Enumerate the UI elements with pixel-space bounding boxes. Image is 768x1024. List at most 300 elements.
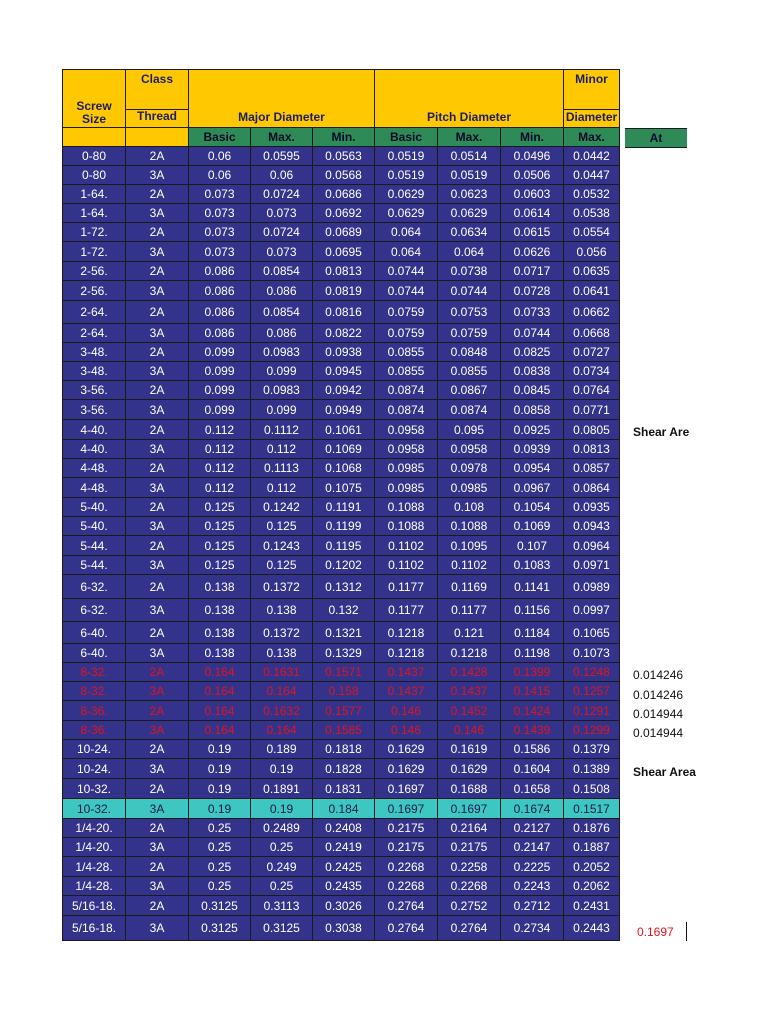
table-cell[interactable]: 0.0985 bbox=[375, 478, 438, 498]
table-cell[interactable]: 0.2435 bbox=[313, 877, 375, 896]
table-cell[interactable]: 0.0858 bbox=[501, 400, 564, 420]
table-cell[interactable]: 0.1242 bbox=[251, 498, 313, 517]
table-cell[interactable]: 0.1428 bbox=[438, 663, 501, 682]
table-cell[interactable]: 0.0958 bbox=[438, 440, 501, 459]
table-cell[interactable]: 8-32. bbox=[63, 663, 126, 682]
table-cell[interactable]: 0.0519 bbox=[375, 147, 438, 166]
table-cell[interactable]: 0.1141 bbox=[501, 575, 564, 599]
table-cell[interactable]: 0.073 bbox=[251, 204, 313, 223]
table-cell[interactable]: 0.1218 bbox=[375, 622, 438, 644]
table-cell[interactable]: 3A bbox=[126, 916, 189, 941]
table-cell[interactable]: 0.1818 bbox=[313, 740, 375, 759]
table-cell[interactable]: 1/4-20. bbox=[63, 819, 126, 838]
table-cell[interactable]: 2A bbox=[126, 896, 189, 916]
table-cell[interactable]: 0.3026 bbox=[313, 896, 375, 916]
table-cell[interactable]: 0.25 bbox=[251, 877, 313, 896]
table-cell[interactable]: 1-64. bbox=[63, 204, 126, 223]
table-cell[interactable]: 0.06 bbox=[189, 147, 251, 166]
table-cell[interactable]: 0.0822 bbox=[313, 324, 375, 343]
table-cell[interactable]: 0.0554 bbox=[564, 223, 620, 242]
table-cell[interactable]: 0.1437 bbox=[438, 682, 501, 701]
table-cell[interactable]: 0.138 bbox=[189, 644, 251, 663]
table-cell[interactable]: 2A bbox=[126, 536, 189, 556]
table-cell[interactable]: 0.0983 bbox=[251, 343, 313, 362]
table-cell[interactable]: 0.25 bbox=[189, 877, 251, 896]
table-cell[interactable]: 0-80 bbox=[63, 166, 126, 185]
table-cell[interactable]: 1-64. bbox=[63, 185, 126, 204]
table-cell[interactable]: 0.0603 bbox=[501, 185, 564, 204]
table-cell[interactable]: 0.1629 bbox=[375, 759, 438, 779]
table-cell[interactable]: 0.2268 bbox=[438, 877, 501, 896]
table-cell[interactable]: 3-48. bbox=[63, 343, 126, 362]
table-cell[interactable]: 0.1329 bbox=[313, 644, 375, 663]
table-cell[interactable]: 5-40. bbox=[63, 498, 126, 517]
table-cell[interactable]: 0.1088 bbox=[438, 517, 501, 536]
table-cell[interactable]: 2A bbox=[126, 343, 189, 362]
table-cell[interactable]: 0.1674 bbox=[501, 799, 564, 819]
table-cell[interactable]: 3A bbox=[126, 721, 189, 740]
table-cell[interactable]: 0.0855 bbox=[375, 343, 438, 362]
table-cell[interactable]: 0.099 bbox=[189, 343, 251, 362]
table-cell[interactable]: 2-64. bbox=[63, 301, 126, 324]
table-cell[interactable]: 0.2752 bbox=[438, 896, 501, 916]
table-cell[interactable]: 0.2062 bbox=[564, 877, 620, 896]
table-cell[interactable]: 0.2243 bbox=[501, 877, 564, 896]
table-cell[interactable]: 2A bbox=[126, 420, 189, 440]
table-cell[interactable]: 0.1629 bbox=[438, 759, 501, 779]
table-cell[interactable]: 0.086 bbox=[251, 324, 313, 343]
table-cell[interactable]: 0.125 bbox=[189, 498, 251, 517]
table-cell[interactable]: 0.0689 bbox=[313, 223, 375, 242]
table-cell[interactable]: 0.1291 bbox=[564, 701, 620, 721]
header-thread[interactable] bbox=[126, 110, 189, 128]
table-cell[interactable]: 0.095 bbox=[438, 420, 501, 440]
table-cell[interactable]: 0.0819 bbox=[313, 281, 375, 301]
table-cell[interactable]: 0.146 bbox=[375, 701, 438, 721]
table-cell[interactable]: 0.0967 bbox=[501, 478, 564, 498]
table-cell[interactable]: 0.0942 bbox=[313, 381, 375, 400]
table-cell[interactable]: 0.0519 bbox=[375, 166, 438, 185]
table-cell[interactable]: 0.0623 bbox=[438, 185, 501, 204]
table-cell[interactable]: 0.0954 bbox=[501, 459, 564, 478]
table-cell[interactable]: 0.1831 bbox=[313, 779, 375, 799]
table-cell[interactable]: 0.19 bbox=[189, 779, 251, 799]
table-cell[interactable]: 2A bbox=[126, 381, 189, 400]
table-cell[interactable]: 0.189 bbox=[251, 740, 313, 759]
table-cell[interactable]: 0.0532 bbox=[564, 185, 620, 204]
table-cell[interactable]: 0.1061 bbox=[313, 420, 375, 440]
table-cell[interactable]: 0.1102 bbox=[375, 536, 438, 556]
table-cell[interactable]: 0.1571 bbox=[313, 663, 375, 682]
table-cell[interactable]: 0.0938 bbox=[313, 343, 375, 362]
table-cell[interactable]: 5-44. bbox=[63, 556, 126, 575]
table-cell[interactable]: 0.2764 bbox=[438, 916, 501, 941]
table-cell[interactable]: 0.1586 bbox=[501, 740, 564, 759]
table-cell[interactable]: 0.0727 bbox=[564, 343, 620, 362]
table-cell[interactable]: 0.0845 bbox=[501, 381, 564, 400]
table-cell[interactable]: 2A bbox=[126, 223, 189, 242]
header-minor-diameter[interactable] bbox=[564, 110, 620, 128]
table-cell[interactable]: 0.1389 bbox=[564, 759, 620, 779]
table-cell[interactable]: 0.1439 bbox=[501, 721, 564, 740]
table-cell[interactable]: 4-40. bbox=[63, 440, 126, 459]
table-cell[interactable]: 0.1508 bbox=[564, 779, 620, 799]
table-cell[interactable]: 0.2712 bbox=[501, 896, 564, 916]
table-cell[interactable]: 0.2268 bbox=[375, 877, 438, 896]
table-cell[interactable]: 0.0717 bbox=[501, 262, 564, 281]
table-cell[interactable]: 0.099 bbox=[189, 400, 251, 420]
table-cell[interactable]: 0.0568 bbox=[313, 166, 375, 185]
table-cell[interactable]: 0.1399 bbox=[501, 663, 564, 682]
table-cell[interactable]: 6-32. bbox=[63, 599, 126, 622]
table-cell[interactable]: 0.1083 bbox=[501, 556, 564, 575]
table-cell[interactable]: 0.146 bbox=[438, 721, 501, 740]
table-cell[interactable]: 3A bbox=[126, 877, 189, 896]
table-cell[interactable]: 0.0764 bbox=[564, 381, 620, 400]
table-cell[interactable]: 0.1452 bbox=[438, 701, 501, 721]
table-cell[interactable]: 3A bbox=[126, 517, 189, 536]
table-cell[interactable]: 0.0744 bbox=[501, 324, 564, 343]
table-cell[interactable]: 3A bbox=[126, 400, 189, 420]
table-cell[interactable]: 0.1218 bbox=[375, 644, 438, 663]
table-cell[interactable]: 0.2764 bbox=[375, 896, 438, 916]
table-cell[interactable]: 0.0874 bbox=[375, 400, 438, 420]
table-cell[interactable]: 0.0949 bbox=[313, 400, 375, 420]
table-cell[interactable]: 0.1073 bbox=[564, 644, 620, 663]
table-cell[interactable]: 0.25 bbox=[189, 857, 251, 877]
table-cell[interactable]: 0.0744 bbox=[375, 281, 438, 301]
table-cell[interactable]: 0.2164 bbox=[438, 819, 501, 838]
table-cell[interactable]: 0.0753 bbox=[438, 301, 501, 324]
table-cell[interactable]: 2A bbox=[126, 575, 189, 599]
table-cell[interactable]: 0.1218 bbox=[438, 644, 501, 663]
table-cell[interactable]: 0.19 bbox=[251, 759, 313, 779]
table-cell[interactable]: 2A bbox=[126, 857, 189, 877]
table-cell[interactable]: 2A bbox=[126, 701, 189, 721]
table-cell[interactable]: 0.0738 bbox=[438, 262, 501, 281]
table-cell[interactable]: 0.25 bbox=[189, 819, 251, 838]
table-cell[interactable]: 0.107 bbox=[501, 536, 564, 556]
table-cell[interactable]: 0.1577 bbox=[313, 701, 375, 721]
table-cell[interactable]: 0.3113 bbox=[251, 896, 313, 916]
table-cell[interactable]: 0.1379 bbox=[564, 740, 620, 759]
table-cell[interactable]: 0.0867 bbox=[438, 381, 501, 400]
table-cell[interactable]: 0.0943 bbox=[564, 517, 620, 536]
table-cell[interactable]: 2A bbox=[126, 262, 189, 281]
table-cell[interactable]: 0.0733 bbox=[501, 301, 564, 324]
table-cell[interactable]: 0.3125 bbox=[189, 896, 251, 916]
table-cell[interactable]: 0.2764 bbox=[375, 916, 438, 941]
table-cell[interactable]: 0.1102 bbox=[375, 556, 438, 575]
table-cell[interactable]: 5/16-18. bbox=[63, 916, 126, 941]
table-cell[interactable]: 0.0958 bbox=[375, 440, 438, 459]
table-cell[interactable]: 0.164 bbox=[189, 721, 251, 740]
table-cell[interactable]: 4-48. bbox=[63, 478, 126, 498]
table-cell[interactable]: 0.112 bbox=[189, 420, 251, 440]
table-cell[interactable]: 0.0958 bbox=[375, 420, 438, 440]
table-cell[interactable]: 0.19 bbox=[189, 740, 251, 759]
table-cell[interactable]: 0.1069 bbox=[501, 517, 564, 536]
table-cell[interactable]: 0.1585 bbox=[313, 721, 375, 740]
subheader-pitch-min[interactable] bbox=[501, 128, 564, 147]
table-cell[interactable]: 10-32. bbox=[63, 799, 126, 819]
table-cell[interactable]: 3-56. bbox=[63, 400, 126, 420]
table-cell[interactable]: 0.138 bbox=[189, 575, 251, 599]
table-cell[interactable]: 0.132 bbox=[313, 599, 375, 622]
table-cell[interactable]: 0.19 bbox=[189, 799, 251, 819]
table-cell[interactable]: 1-72. bbox=[63, 223, 126, 242]
table-cell[interactable]: 0.0744 bbox=[375, 262, 438, 281]
subheader-major-min[interactable] bbox=[313, 128, 375, 147]
table-cell[interactable]: 0.0442 bbox=[564, 147, 620, 166]
table-cell[interactable]: 8-36. bbox=[63, 721, 126, 740]
table-cell[interactable]: 0.2225 bbox=[501, 857, 564, 877]
table-cell[interactable]: 0.2147 bbox=[501, 838, 564, 857]
table-cell[interactable]: 0.1876 bbox=[564, 819, 620, 838]
table-cell[interactable]: 2A bbox=[126, 819, 189, 838]
table-cell[interactable]: 0.0771 bbox=[564, 400, 620, 420]
table-cell[interactable]: 0.1437 bbox=[375, 663, 438, 682]
table-cell[interactable]: 0.1095 bbox=[438, 536, 501, 556]
table-cell[interactable]: 0.1069 bbox=[313, 440, 375, 459]
table-cell[interactable]: 3A bbox=[126, 799, 189, 819]
table-cell[interactable]: 0.1088 bbox=[375, 517, 438, 536]
table-cell[interactable]: 0.1424 bbox=[501, 701, 564, 721]
header-class[interactable] bbox=[126, 70, 189, 110]
table-cell[interactable]: 1-72. bbox=[63, 242, 126, 262]
table-cell[interactable]: 0.086 bbox=[189, 262, 251, 281]
table-cell[interactable]: 0.0945 bbox=[313, 362, 375, 381]
table-cell[interactable]: 0.158 bbox=[313, 682, 375, 701]
table-cell[interactable]: 0.0641 bbox=[564, 281, 620, 301]
table-cell[interactable]: 0.125 bbox=[189, 556, 251, 575]
table-cell[interactable]: 0.125 bbox=[189, 536, 251, 556]
table-cell[interactable]: 6-40. bbox=[63, 622, 126, 644]
table-cell[interactable]: 0.1068 bbox=[313, 459, 375, 478]
table-cell[interactable]: 0.1658 bbox=[501, 779, 564, 799]
table-cell[interactable]: 3A bbox=[126, 478, 189, 498]
table-cell[interactable]: 0.0496 bbox=[501, 147, 564, 166]
table-cell[interactable]: 0.0629 bbox=[375, 204, 438, 223]
table-cell[interactable]: 3A bbox=[126, 362, 189, 381]
table-cell[interactable]: 0.0855 bbox=[375, 362, 438, 381]
table-cell[interactable]: 0.1299 bbox=[564, 721, 620, 740]
table-cell[interactable]: 0.1191 bbox=[313, 498, 375, 517]
table-cell[interactable]: 3-48. bbox=[63, 362, 126, 381]
table-cell[interactable]: 3A bbox=[126, 682, 189, 701]
table-cell[interactable]: 0.1075 bbox=[313, 478, 375, 498]
table-cell[interactable]: 0.0854 bbox=[251, 262, 313, 281]
table-cell[interactable]: 0.1065 bbox=[564, 622, 620, 644]
table-cell[interactable]: 0.0997 bbox=[564, 599, 620, 622]
table-cell[interactable]: 0.19 bbox=[189, 759, 251, 779]
table-cell[interactable]: 0.1199 bbox=[313, 517, 375, 536]
table-cell[interactable]: 0.1437 bbox=[375, 682, 438, 701]
table-cell[interactable]: 2A bbox=[126, 185, 189, 204]
table-cell[interactable]: 0.249 bbox=[251, 857, 313, 877]
table-cell[interactable]: 1/4-28. bbox=[63, 857, 126, 877]
table-cell[interactable]: 0.0925 bbox=[501, 420, 564, 440]
table-cell[interactable]: 0.0989 bbox=[564, 575, 620, 599]
table-cell[interactable]: 0.108 bbox=[438, 498, 501, 517]
table-cell[interactable]: 2A bbox=[126, 663, 189, 682]
table-cell[interactable]: 0.146 bbox=[375, 721, 438, 740]
table-cell[interactable]: 3A bbox=[126, 556, 189, 575]
table-cell[interactable]: 0.3125 bbox=[189, 916, 251, 941]
table-cell[interactable]: 0.164 bbox=[189, 682, 251, 701]
table-cell[interactable]: 0.0838 bbox=[501, 362, 564, 381]
table-cell[interactable]: 0.1113 bbox=[251, 459, 313, 478]
table-cell[interactable]: 0.2268 bbox=[375, 857, 438, 877]
table-cell[interactable]: 0.099 bbox=[251, 400, 313, 420]
table-cell[interactable]: 0.1202 bbox=[313, 556, 375, 575]
table-cell[interactable]: 0.0668 bbox=[564, 324, 620, 343]
table-cell[interactable]: 0.138 bbox=[189, 599, 251, 622]
table-cell[interactable]: 3A bbox=[126, 324, 189, 343]
table-cell[interactable]: 0.1629 bbox=[375, 740, 438, 759]
table-cell[interactable]: 2A bbox=[126, 779, 189, 799]
subheader-pitch-max[interactable] bbox=[438, 128, 501, 147]
table-cell[interactable]: 0.0816 bbox=[313, 301, 375, 324]
table-cell[interactable]: 2-56. bbox=[63, 262, 126, 281]
table-cell[interactable]: 0.1312 bbox=[313, 575, 375, 599]
table-cell[interactable]: 0.0734 bbox=[564, 362, 620, 381]
table-cell[interactable]: 0.0935 bbox=[564, 498, 620, 517]
table-cell[interactable]: 0.073 bbox=[189, 204, 251, 223]
table-cell[interactable]: 0.138 bbox=[251, 644, 313, 663]
header-pitch-diameter[interactable] bbox=[375, 70, 564, 128]
table-cell[interactable]: 0.184 bbox=[313, 799, 375, 819]
table-cell[interactable]: 0.0724 bbox=[251, 185, 313, 204]
table-cell[interactable]: 0-80 bbox=[63, 147, 126, 166]
table-cell[interactable]: 0.125 bbox=[189, 517, 251, 536]
table-cell[interactable]: 0.0759 bbox=[438, 324, 501, 343]
table-cell[interactable]: 0.0514 bbox=[438, 147, 501, 166]
table-cell[interactable]: 0.0595 bbox=[251, 147, 313, 166]
table-cell[interactable]: 0.2258 bbox=[438, 857, 501, 877]
table-cell[interactable]: 2-64. bbox=[63, 324, 126, 343]
table-cell[interactable]: 0.125 bbox=[251, 517, 313, 536]
table-cell[interactable]: 0.086 bbox=[189, 301, 251, 324]
table-cell[interactable]: 4-40. bbox=[63, 420, 126, 440]
table-cell[interactable]: 0.086 bbox=[189, 281, 251, 301]
table-cell[interactable]: 0.164 bbox=[251, 682, 313, 701]
table-cell[interactable]: 0.112 bbox=[189, 440, 251, 459]
table-cell[interactable]: 0.0615 bbox=[501, 223, 564, 242]
table-cell[interactable]: 0.0686 bbox=[313, 185, 375, 204]
table-cell[interactable]: 1/4-20. bbox=[63, 838, 126, 857]
table-cell[interactable]: 0.1688 bbox=[438, 779, 501, 799]
table-cell[interactable]: 0.0874 bbox=[438, 400, 501, 420]
table-cell[interactable]: 0.1619 bbox=[438, 740, 501, 759]
table-cell[interactable]: 0.1184 bbox=[501, 622, 564, 644]
table-cell[interactable]: 0.138 bbox=[251, 599, 313, 622]
table-cell[interactable]: 0.1604 bbox=[501, 759, 564, 779]
table-cell[interactable]: 6-32. bbox=[63, 575, 126, 599]
table-cell[interactable]: 0.056 bbox=[564, 242, 620, 262]
table-cell[interactable]: 0.0874 bbox=[375, 381, 438, 400]
table-cell[interactable]: 10-32. bbox=[63, 779, 126, 799]
table-cell[interactable]: 0.0813 bbox=[564, 440, 620, 459]
table-cell[interactable]: 0.073 bbox=[251, 242, 313, 262]
table-cell[interactable]: 0.06 bbox=[189, 166, 251, 185]
table-cell[interactable]: 0.0724 bbox=[251, 223, 313, 242]
table-cell[interactable]: 3A bbox=[126, 759, 189, 779]
table-cell[interactable]: 0.0629 bbox=[375, 185, 438, 204]
table-cell[interactable]: 0.1697 bbox=[375, 779, 438, 799]
table-cell[interactable]: 0.1198 bbox=[501, 644, 564, 663]
table-cell[interactable]: 0.2443 bbox=[564, 916, 620, 941]
table-cell[interactable]: 0.2408 bbox=[313, 819, 375, 838]
table-cell[interactable]: 3A bbox=[126, 204, 189, 223]
table-cell[interactable]: 3A bbox=[126, 166, 189, 185]
table-cell[interactable]: 0.0971 bbox=[564, 556, 620, 575]
table-cell[interactable]: 0.1102 bbox=[438, 556, 501, 575]
table-cell[interactable]: 3A bbox=[126, 242, 189, 262]
table-cell[interactable]: 2A bbox=[126, 147, 189, 166]
table-cell[interactable]: 0.1156 bbox=[501, 599, 564, 622]
table-cell[interactable]: 0.19 bbox=[251, 799, 313, 819]
table-cell[interactable]: 2A bbox=[126, 740, 189, 759]
table-cell[interactable]: 0.0519 bbox=[438, 166, 501, 185]
header-at[interactable] bbox=[625, 128, 687, 148]
table-cell[interactable]: 0.2175 bbox=[375, 819, 438, 838]
table-cell[interactable]: 0.112 bbox=[251, 440, 313, 459]
table-cell[interactable]: 0.164 bbox=[189, 663, 251, 682]
table-cell[interactable]: 0.0813 bbox=[313, 262, 375, 281]
table-cell[interactable]: 0.0538 bbox=[564, 204, 620, 223]
table-cell[interactable]: 3-56. bbox=[63, 381, 126, 400]
table-cell[interactable]: 0.1697 bbox=[438, 799, 501, 819]
table-cell[interactable]: 0.1517 bbox=[564, 799, 620, 819]
table-cell[interactable]: 0.1697 bbox=[375, 799, 438, 819]
table-cell[interactable]: 0.073 bbox=[189, 242, 251, 262]
table-cell[interactable]: 3A bbox=[126, 644, 189, 663]
table-cell[interactable]: 8-36. bbox=[63, 701, 126, 721]
table-cell[interactable]: 0.0614 bbox=[501, 204, 564, 223]
table-cell[interactable]: 0.073 bbox=[189, 223, 251, 242]
table-cell[interactable]: 0.0759 bbox=[375, 301, 438, 324]
table-cell[interactable]: 0.06 bbox=[251, 166, 313, 185]
table-cell[interactable]: 0.2175 bbox=[375, 838, 438, 857]
table-cell[interactable]: 0.121 bbox=[438, 622, 501, 644]
table-cell[interactable]: 0.0626 bbox=[501, 242, 564, 262]
table-cell[interactable]: 0.1054 bbox=[501, 498, 564, 517]
table-cell[interactable]: 10-24. bbox=[63, 759, 126, 779]
table-cell[interactable]: 0.3125 bbox=[251, 916, 313, 941]
table-cell[interactable]: 0.1257 bbox=[564, 682, 620, 701]
table-cell[interactable]: 0.064 bbox=[375, 223, 438, 242]
subheader-minor-max[interactable] bbox=[564, 128, 620, 147]
header-minor[interactable] bbox=[564, 70, 620, 110]
table-cell[interactable]: 0.1195 bbox=[313, 536, 375, 556]
table-cell[interactable]: 0.2425 bbox=[313, 857, 375, 877]
table-cell[interactable]: 2A bbox=[126, 301, 189, 324]
subheader-major-max[interactable] bbox=[251, 128, 313, 147]
table-cell[interactable]: 0.138 bbox=[189, 622, 251, 644]
table-cell[interactable]: 0.1321 bbox=[313, 622, 375, 644]
table-cell[interactable]: 0.0985 bbox=[375, 459, 438, 478]
table-cell[interactable]: 6-40. bbox=[63, 644, 126, 663]
table-cell[interactable]: 0.0964 bbox=[564, 536, 620, 556]
table-cell[interactable]: 0.0825 bbox=[501, 343, 564, 362]
table-cell[interactable]: 0.0635 bbox=[564, 262, 620, 281]
table-cell[interactable]: 0.112 bbox=[189, 478, 251, 498]
table-cell[interactable]: 0.0857 bbox=[564, 459, 620, 478]
table-cell[interactable]: 0.25 bbox=[189, 838, 251, 857]
table-cell[interactable]: 3A bbox=[126, 440, 189, 459]
table-cell[interactable]: 0.112 bbox=[189, 459, 251, 478]
